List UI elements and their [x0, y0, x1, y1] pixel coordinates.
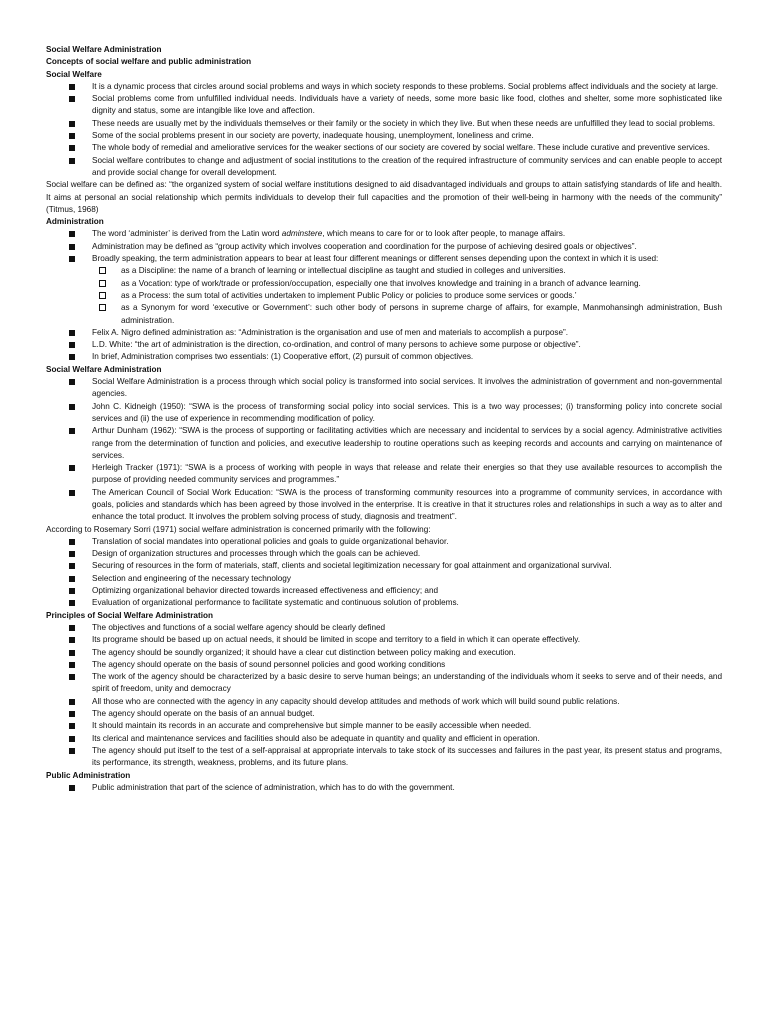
list-item: Arthur Dunham (1962): “SWA is the process of supporting or facilitating activities which are necessary and incidental to services by a social agency. Administrative activities range from the determination of function and policies, and executive leadership to routine operations such as keeping records and accounts and carrying on maintenance of services.	[46, 425, 722, 462]
document-page	[46, 44, 722, 794]
list-item: Its programe should be based up on actual needs, it should be limited in scope and territory to a field in which it can operate effectively.	[46, 634, 722, 646]
list-item: The whole body of remedial and ameliorative services for the weaker sections of our society are covered by social welfare. These include curative and preventive services.	[46, 142, 722, 154]
list-item: The agency should operate on the basis of an annual budget.	[46, 708, 722, 720]
list-item: The agency should put itself to the test of a self-appraisal at appropriate intervals to take stock of its successes and failures in the past year, its present status and programs, its performance, its strength, weakness, problems, and its future plans.	[46, 745, 722, 770]
list-item: Public administration that part of the science of administration, which has to do with the government.	[46, 782, 722, 794]
list-item: Optimizing organizational behavior directed towards increased effectiveness and efficiency; and	[46, 585, 722, 597]
list-item: Broadly speaking, the term administration appears to bear at least four different meanings or different senses depending upon the context in which it is used:	[46, 253, 722, 265]
list-item: John C. Kidneigh (1950): “SWA is the process of transforming social policy into social services. This is a two way processes; (i) transforming policy into concrete social services and (ii) the use of experience in recommending modification of policy.	[46, 401, 722, 426]
list-item	[46, 228, 722, 240]
list-item: L.D. White: “the art of administration is the direction, co-ordination, and control of many persons to achieve some purpose or objective”.	[46, 339, 722, 351]
list-item: Social welfare contributes to change and adjustment of social institutions to the creation of the required infrastructure of community services and can enable people to accept and provide social change for overall development.	[46, 155, 722, 180]
principles-list	[46, 622, 722, 770]
sub-list-item: as a Process: the sum total of activities undertaken to implement Public Policy or policies to produce some services or goods.’	[75, 290, 722, 302]
list-item: Its clerical and maintenance services and facilities should also be adequate in quantity and quality and efficient in operation.	[46, 733, 722, 745]
list-item: These needs are usually met by the individuals themselves or their family or the society in which they live. But when these needs are unfulfilled they lead to social problems.	[46, 118, 722, 130]
sub-list-item: as a Vocation: type of work/trade or profession/occupation, especially one that involves knowledge and training in a branch of advance learning.	[75, 278, 722, 290]
list-item: The work of the agency should be characterized by a basic desire to serve human beings; an understanding of the individuals whom it seeks to serve and of their needs, and spirit of freedom, unity and democracy	[46, 671, 722, 696]
document-subtitle: Concepts of social welfare and public administration	[46, 57, 252, 67]
list-item: The objectives and functions of a social welfare agency should be clearly defined	[46, 622, 722, 634]
list-item: Social Welfare Administration is a process through which social policy is transformed into social services. It involves the administration of government and non-governmental agencies.	[46, 376, 722, 401]
list-item: The American Council of Social Work Education: “SWA is the process of transforming community resources into a programme of community services, in accordance with goals, policies and standards which has been agreed by those involved in the enterprise. It is creative in that it structures roles and relationships in such a way as to alter and enhance the total product. It involves the problem solving process of study, diagnosis and treatment”.	[46, 487, 722, 524]
section-heading-public-administration: Public Administration	[46, 770, 131, 780]
section-heading-administration: Administration	[46, 217, 104, 227]
list-item: Securing of resources in the form of materials, staff, clients and societal legitimization necessary for goal attainment and organizational survival.	[46, 560, 722, 572]
list-item: Some of the social problems present in our society are poverty, inadequate housing, unemployment, loneliness and crime.	[46, 130, 722, 142]
public-administration-list	[46, 782, 722, 794]
administration-definitions-list	[46, 327, 722, 364]
list-item: Selection and engineering of the necessary technology	[46, 573, 722, 585]
list-item-text: , which means to care for or to look after people, to manage affairs.	[322, 229, 566, 239]
sub-list-item: as a Discipline: the name of a branch of learning or intellectual discipline as taught and studied in colleges and universities.	[75, 265, 722, 277]
list-item: Evaluation of organizational performance to facilitate systematic and continuous solution of problems.	[46, 597, 722, 609]
swa-list	[46, 376, 722, 524]
list-item: The agency should be soundly organized; it should have a clear cut distinction between policy making and execution.	[46, 647, 722, 659]
list-item: The agency should operate on the basis of sound personnel policies and good working conditions	[46, 659, 722, 671]
section-heading-swa: Social Welfare Administration	[46, 364, 162, 374]
list-item: In brief, Administration comprises two essentials: (1) Cooperative effort, (2) pursuit of common objectives.	[46, 351, 722, 363]
list-item: It is a dynamic process that circles around social problems and ways in which society responds to these problems. Social problems affect individuals and the society at large.	[46, 81, 722, 93]
section-heading-principles: Principles of Social Welfare Administration	[46, 610, 213, 620]
list-item: All those who are connected with the agency in any capacity should develop attitudes and methods of work which will build sound public relations.	[46, 696, 722, 708]
list-item: Translation of social mandates into operational policies and goals to guide organizational behavior.	[46, 536, 722, 548]
sorri-list	[46, 536, 722, 610]
list-item: Social problems come from unfulfilled individual needs. Individuals have a variety of needs, some more basic like food, clothes and shelter, some more sophisticated like dignity and status, some are intangible like love and affection.	[46, 93, 722, 118]
list-item: Design of organization structures and processes through which the goals can be achieved.	[46, 548, 722, 560]
list-item: It should maintain its records in an accurate and comprehensive but simple manner to be easily accessible when needed.	[46, 720, 722, 732]
section-heading-social-welfare: Social Welfare	[46, 69, 102, 79]
list-item: Felix A. Nigro defined administration as: “Administration is the organisation and use of men and materials to accomplish a purpose”.	[46, 327, 722, 339]
list-item: Administration may be defined as “group activity which involves cooperation and coordination for the purpose of achieving desired goals or objectives”.	[46, 241, 722, 253]
administration-list	[46, 228, 722, 265]
social-welfare-definition: Social welfare can be defined as: “the organized system of social welfare institutions designed to aid disadvantaged individuals and groups to attain satisfying standards of life and health. It aims at personal an social relationship which permits individuals to develop their full capacities and the promotion of their well-being in harmony with the needs of the community” (Titmus, 1968)	[46, 180, 722, 214]
sub-list-item: as a Synonym for word ‘executive or Government’: such other body of persons in supreme charge of affairs, for example, Manmohansingh administration, Bush administration.	[75, 302, 722, 327]
document-title: Social Welfare Administration	[46, 45, 162, 54]
list-item-text: The word ‘administer’ is derived from the Latin word	[92, 229, 282, 239]
social-welfare-list	[46, 81, 722, 179]
administration-meanings-list	[75, 265, 722, 326]
list-item: Herleigh Tracker (1971): “SWA is a process of working with people in ways that release and relate their energies so that they use available resources to accomplish the purpose of providing needed community services and programmes.”	[46, 462, 722, 487]
latin-term: adminstere	[281, 229, 323, 239]
sorri-intro: According to Rosemary Sorri (1971) social welfare administration is concerned primarily with the following:	[46, 524, 431, 534]
